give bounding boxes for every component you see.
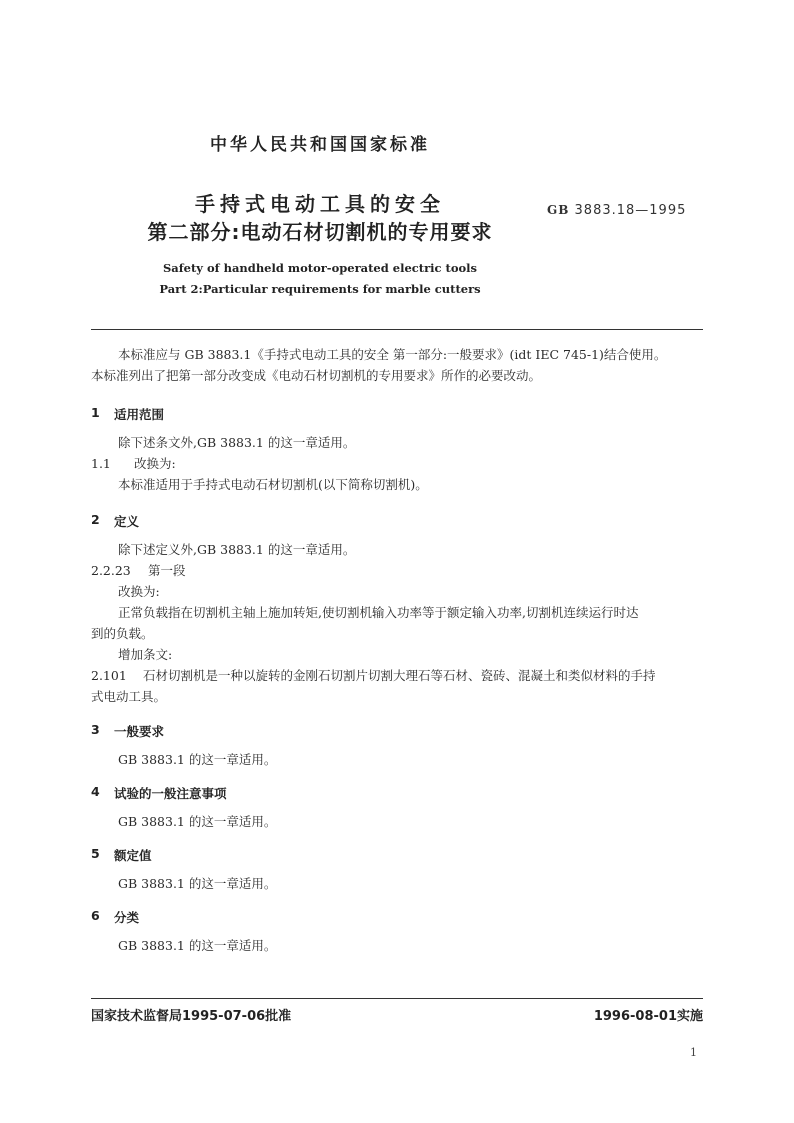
clause-2-2-23-change: 改换为: [118, 584, 160, 599]
national-standard-heading: 中华人民共和国国家标准 [210, 135, 430, 155]
standard-code [547, 203, 686, 218]
approval-date: 国家技术监督局1995-07-06批准 [91, 1009, 292, 1024]
page-number: 1 [690, 1046, 697, 1059]
clause-1-1-number: 1.1 [91, 456, 111, 471]
section-1-number: 1 [91, 405, 100, 420]
section-4-body: GB 3883.1 的这一章适用。 [118, 814, 277, 829]
section-6-body: GB 3883.1 的这一章适用。 [118, 938, 277, 953]
section-1-paragraph: 除下述条文外,GB 3883.1 的这一章适用。 [118, 435, 356, 450]
clause-1-1-text: 改换为: [134, 456, 176, 471]
section-5-title: 额定值 [114, 848, 152, 863]
intro-line-2: 本标准列出了把第一部分改变成《电动石材切割机的专用要求》所作的必要改动。 [91, 368, 542, 383]
section-5-body: GB 3883.1 的这一章适用。 [118, 876, 277, 891]
section-3-body: GB 3883.1 的这一章适用。 [118, 752, 277, 767]
clause-2-101-line-2: 式电动工具。 [91, 689, 167, 704]
clause-2-101-line-1: 石材切割机是一种以旋转的金刚石切割片切割大理石等石材、瓷砖、混凝土和类似材料的手持 [143, 668, 656, 683]
clause-2-2-23-text: 第一段 [148, 563, 186, 578]
title-cn-line-2: 第二部分:电动石材切割机的专用要求 [147, 220, 493, 244]
section-3-title: 一般要求 [114, 724, 165, 739]
footer-divider [91, 998, 703, 999]
section-3-number: 3 [91, 722, 100, 737]
section-1-title: 适用范围 [114, 407, 165, 422]
section-4-number: 4 [91, 784, 100, 799]
section-2-number: 2 [91, 512, 100, 527]
header-divider [91, 329, 703, 330]
clause-2-2-23-body-line-2: 到的负载。 [91, 626, 154, 641]
effective-date: 1996-08-01实施 [593, 1009, 703, 1024]
title-en-line-2: Part 2:Particular requirements for marble cutters [159, 282, 481, 296]
section-4-title: 试验的一般注意事项 [114, 786, 227, 801]
add-clause-label: 增加条文: [118, 647, 173, 662]
section-6-number: 6 [91, 908, 100, 923]
clause-2-2-23-number: 2.2.23 [91, 563, 131, 578]
clause-2-2-23-body-line-1: 正常负载指在切割机主轴上施加转矩,使切割机输入功率等于额定输入功率,切割机连续运行时达 [118, 605, 639, 620]
clause-2-101-number: 2.101 [91, 668, 127, 683]
section-2-title: 定义 [114, 514, 140, 529]
title-cn-line-1: 手持式电动工具的安全 [195, 192, 445, 216]
standard-code-number: 3883.18—1995 [574, 203, 687, 218]
title-en-line-1: Safety of handheld motor-operated electric tools [162, 261, 478, 275]
section-2-paragraph: 除下述定义外,GB 3883.1 的这一章适用。 [118, 542, 356, 557]
standard-code-prefix: GB [547, 203, 570, 217]
clause-1-1-body: 本标准适用于手持式电动石材切割机(以下简称切割机)。 [118, 477, 428, 492]
section-6-title: 分类 [114, 910, 140, 925]
intro-line-1: 本标准应与 GB 3883.1《手持式电动工具的安全 第一部分:一般要求》(idt IEC 745-1)结合使用。 [118, 347, 667, 362]
section-5-number: 5 [91, 846, 100, 861]
